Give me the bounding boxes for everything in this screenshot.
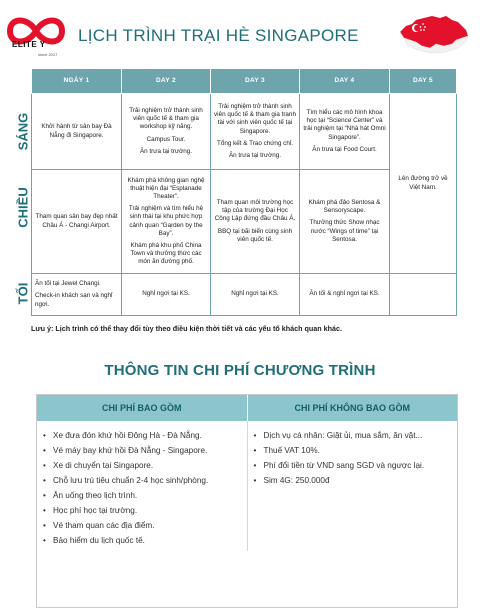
list-item: • Xe đưa đón khứ hồi Đông Hà - Đà Nẵng. (53, 431, 243, 440)
schedule-row-toi (32, 274, 457, 316)
schedule-cell: Ăn tối & nghỉ ngơi tại KS. (300, 274, 390, 316)
schedule-cell: Khởi hành từ sân bay Đà Nẵng đi Singapore. (32, 94, 122, 170)
schedule-cell: Trải nghiệm trở thành sinh viên quốc tế & tham gia workshop kỹ năng. Campus Tour. Ăn trưa tại trường. (122, 94, 211, 170)
day-header: DAY 5 (390, 69, 457, 94)
schedule-cell: Nghỉ ngơi tại KS. (122, 274, 211, 316)
list-item: • Ăn uống theo lịch trình. (53, 491, 243, 500)
cost-section-title: THÔNG TIN CHI PHÍ CHƯƠNG TRÌNH (104, 362, 376, 379)
page-title: LỊCH TRÌNH TRẠI HÈ SINGAPORE (78, 26, 359, 45)
schedule-header-row (32, 69, 457, 94)
list-item: • Sim 4G: 250.000đ (264, 476, 454, 485)
schedule-cell: Nghỉ ngơi tại KS. (211, 274, 300, 316)
list-item: • Học phí học tại trường. (53, 506, 243, 515)
cost-table (36, 394, 458, 608)
list-item: • Vé tham quan các địa điểm. (53, 521, 243, 530)
included-column (37, 421, 248, 551)
included-header: CHI PHÍ BAO GỒM (37, 395, 248, 421)
schedule-cell: Khám phá đảo Sentosa & Sensoryscape. Thưởng thức Show nhạc nước “Wings of time” tại Sentosa. (300, 170, 390, 274)
schedule-cell-day5: Lên đường trở về Việt Nam. (390, 94, 457, 274)
schedule-note: Lưu ý: Lịch trình có thể thay đổi tùy theo điều kiện thời tiết và các yếu tố khách quan khác. (31, 324, 343, 333)
day-header: DAY 3 (211, 69, 300, 94)
schedule-cell: Tham quan sân bay đẹp nhất Châu Á - Changi Airport. (32, 170, 122, 274)
excluded-header: CHI PHÍ KHÔNG BAO GỒM (248, 395, 458, 421)
list-item: • Bảo hiểm du lịch quốc tế. (53, 536, 243, 545)
schedule-table (31, 68, 457, 316)
list-item: • Phí đổi tiền từ VND sang SGD và ngược lại. (264, 461, 454, 470)
row-label-chieu: CHIỀU (15, 187, 31, 228)
brand-since: since 2017 (38, 52, 58, 57)
brand-name: ELITE Y (12, 40, 46, 49)
list-item: • Chỗ lưu trú tiêu chuẩn 2-4 học sinh/phòng. (53, 476, 243, 485)
excluded-column (248, 421, 458, 551)
schedule-cell: Ăn tối tại Jewel Changi. Check-in khách sạn và nghỉ ngơi. (32, 274, 122, 316)
singapore-map-icon (396, 8, 472, 56)
schedule-cell (390, 274, 457, 316)
schedule-cell: Tìm hiểu các mô hình khoa học tại “Science Center” và trải nghiệm tại “Nhà hát Omni Singapore”. Ăn trưa tại Food Court. (300, 94, 390, 170)
schedule-cell: Tham quan môi trường học tập của trường Đại Học Công Lập đứng đầu Châu Á. BBQ tại bãi biển cùng sinh viên quốc tế. (211, 170, 300, 274)
schedule-cell: Khám phá không gian nghệ thuật hiện đại “Esplanade Theater”. Trải nghiệm và tìm hiểu hệ sinh thái tại khu phức hợp cảnh quan “Garden by the Bay”. Khám phá khu phố China Town và thưởng thức các món ăn đường phố. (122, 170, 211, 274)
list-item: • Thuế VAT 10%. (264, 446, 454, 455)
day-header: DAY 4 (300, 69, 390, 94)
schedule-row-sang (32, 94, 457, 170)
day-header: DAY 2 (122, 69, 211, 94)
list-item: • Xe di chuyển tại Singapore. (53, 461, 243, 470)
row-label-sang: SÁNG (15, 112, 31, 151)
schedule-cell: Trải nghiệm trở thành sinh viên quốc tế & tham gia tranh tài với sinh viên quốc tế tại Singapore. Tổng kết & Trao chứng chỉ. Ăn trưa tại trường. (211, 94, 300, 170)
list-item: • Vé máy bay khứ hồi Đà Nẵng - Singapore. (53, 446, 243, 455)
day-header: NGÀY 1 (32, 69, 122, 94)
list-item: • Dịch vụ cá nhân: Giặt ủi, mua sắm, ăn vặt... (264, 431, 454, 440)
row-label-toi: TỐI (15, 282, 31, 305)
